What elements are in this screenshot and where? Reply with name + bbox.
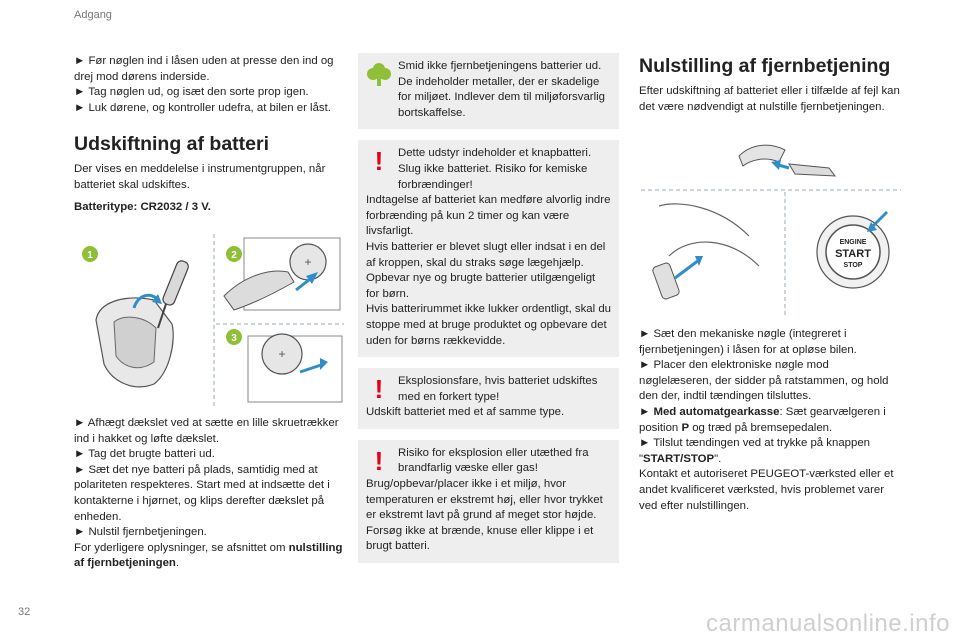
svg-text:START: START bbox=[835, 248, 871, 260]
battery-type: Batteritype: CR2032 / 3 V. bbox=[74, 200, 211, 213]
reset-step: ► Sæt den mekaniske nøgle (integreret i fjernbetjeningen) i låsen for at opløse bilen. bbox=[639, 328, 857, 356]
steering-column-key-reader-illustration bbox=[652, 204, 759, 300]
warning-exclamation-icon: ! bbox=[374, 146, 384, 177]
step-badge-label: 3 bbox=[231, 333, 237, 344]
battery-step: ► Tag det brugte batteri ud. bbox=[74, 448, 215, 461]
warning-exclamation-icon: ! bbox=[374, 445, 384, 476]
reset-step: ► Tilslut tændingen ved at trykke på knappen "START/STOP". bbox=[639, 437, 870, 465]
eco-note: Smid ikke fjernbetjeningens batterier ud. De indeholder metaller, der er skadelige for miljøet. Indlever dem til miljøforsvarlig bortskaffelse. bbox=[358, 53, 619, 129]
warning-exclamation-icon: ! bbox=[374, 374, 384, 405]
reset-heading: Nulstilling af fjernbetjening bbox=[639, 55, 891, 77]
svg-text:+: + bbox=[278, 347, 286, 361]
warning-note-explosion: ! Eksplosionsfare, hvis batteriet udskiftes med en forkert type! Udskift batteriet med et af samme type. bbox=[358, 368, 619, 429]
battery-step: ► Nulstil fjernbetjeningen. bbox=[74, 526, 207, 539]
reset-step: ► Placer den elektroniske nøgle mod nøglelæseren, der sidder på ratstammen, og hold den der, indtil tændingen tilsluttes. bbox=[639, 359, 889, 403]
column-battery bbox=[74, 54, 349, 215]
battery-step: ► Afhægt dækslet ved at sætte en lille skruetrækker ind i hakket og løfte dækslet. bbox=[74, 417, 339, 445]
reset-closing: Kontakt et autoriseret PEUGEOT-værksted eller et andet kvalificeret værksted, hvis problemet varer ved efter nulstillingen. bbox=[639, 468, 894, 512]
battery-replacement-figure bbox=[74, 232, 346, 410]
battery-steps bbox=[74, 416, 349, 572]
more-info-text: For yderligere oplysninger, se afsnittet om nulstilling af fjernbetjeningen. bbox=[74, 541, 343, 570]
battery-insert-illustration bbox=[248, 334, 342, 402]
intro-step: ► Luk dørene, og kontroller udefra, at bilen er låst. bbox=[74, 101, 331, 114]
step-badge-label: 2 bbox=[231, 250, 237, 261]
key-in-door-lock-illustration bbox=[739, 145, 835, 176]
reset-reference-link[interactable]: nulstilling af fjernbetjeningen bbox=[74, 541, 343, 570]
reset-steps bbox=[639, 327, 904, 514]
section-label: Adgang bbox=[74, 9, 112, 21]
svg-text:ENGINE: ENGINE bbox=[839, 239, 867, 246]
svg-text:STOP: STOP bbox=[843, 262, 863, 269]
battery-step: ► Sæt det nye batteri på plads, samtidig med at polariteten respekteres. Start med at indsætte det i kontakterne i hjørnet, og klips derefter dækslet på enheden. bbox=[74, 463, 330, 523]
reset-intro: Efter udskiftning af batteriet eller i tilfælde af fejl kan det være nødvendigt at nulstille fjernbetjeningen. bbox=[639, 85, 900, 113]
engine-start-stop-button-illustration bbox=[817, 212, 889, 288]
step-badge-label: 1 bbox=[87, 250, 93, 261]
battery-subtitle: Der vises en meddelelse i instrumentgruppen, når batteriet skal udskiftes. bbox=[74, 163, 326, 191]
warning-note-leakage: ! Risiko for eksplosion eller utæthed fra brandfarlig væske eller gas! Brug/opbevar/placer ikke i et miljø, hvor temperaturen er ekstremt høj, eller hvor trykket er ekstremt lavt på grund af meget stor højde. Forsøg ikke at brænde, knuse eller klippe i et brugt batteri. bbox=[358, 440, 619, 563]
remote-reset-figure bbox=[639, 136, 903, 318]
warning-note-button-battery: ! Dette udstyr indeholder et knapbatteri. Slug ikke batteriet. Risiko for kemiske forbrændinger! Indtagelse af batteriet kan medføre alvorlig indre forbrænding på kun 2 timer og kan være livsfarligt. Hvis batterier er blevet slugt eller indsat i en del af kroppen, skal du straks søge lægehjælp. Opbevar nye og brugte batterier utilgængeligt for børn. Hvis batterirummet ikke lukker ordentligt, skal du stoppe med at bruge produktet og opbevare det uden for børns rækkevidde. bbox=[358, 140, 619, 357]
intro-step: ► Tag nøglen ud, og isæt den sorte prop igen. bbox=[74, 86, 309, 99]
column-reset bbox=[639, 54, 904, 115]
watermark: carmanualsonline.info bbox=[706, 610, 950, 637]
svg-text:+: + bbox=[304, 255, 312, 269]
intro-step: ► Før nøglen ind i låsen uden at presse den ind og drej mod dørens inderside. bbox=[74, 55, 334, 83]
notes-column bbox=[358, 53, 619, 574]
key-fob-with-screwdriver-illustration bbox=[96, 259, 190, 386]
page-number: 32 bbox=[18, 606, 31, 618]
battery-removal-illustration bbox=[224, 238, 340, 310]
reset-step: ► Med automatgearkasse: Sæt gearvælgeren i position P og træd på bremsepedalen. bbox=[639, 405, 886, 434]
battery-heading: Udskiftning af batteri bbox=[74, 133, 270, 156]
recycle-tree-icon bbox=[366, 61, 392, 89]
